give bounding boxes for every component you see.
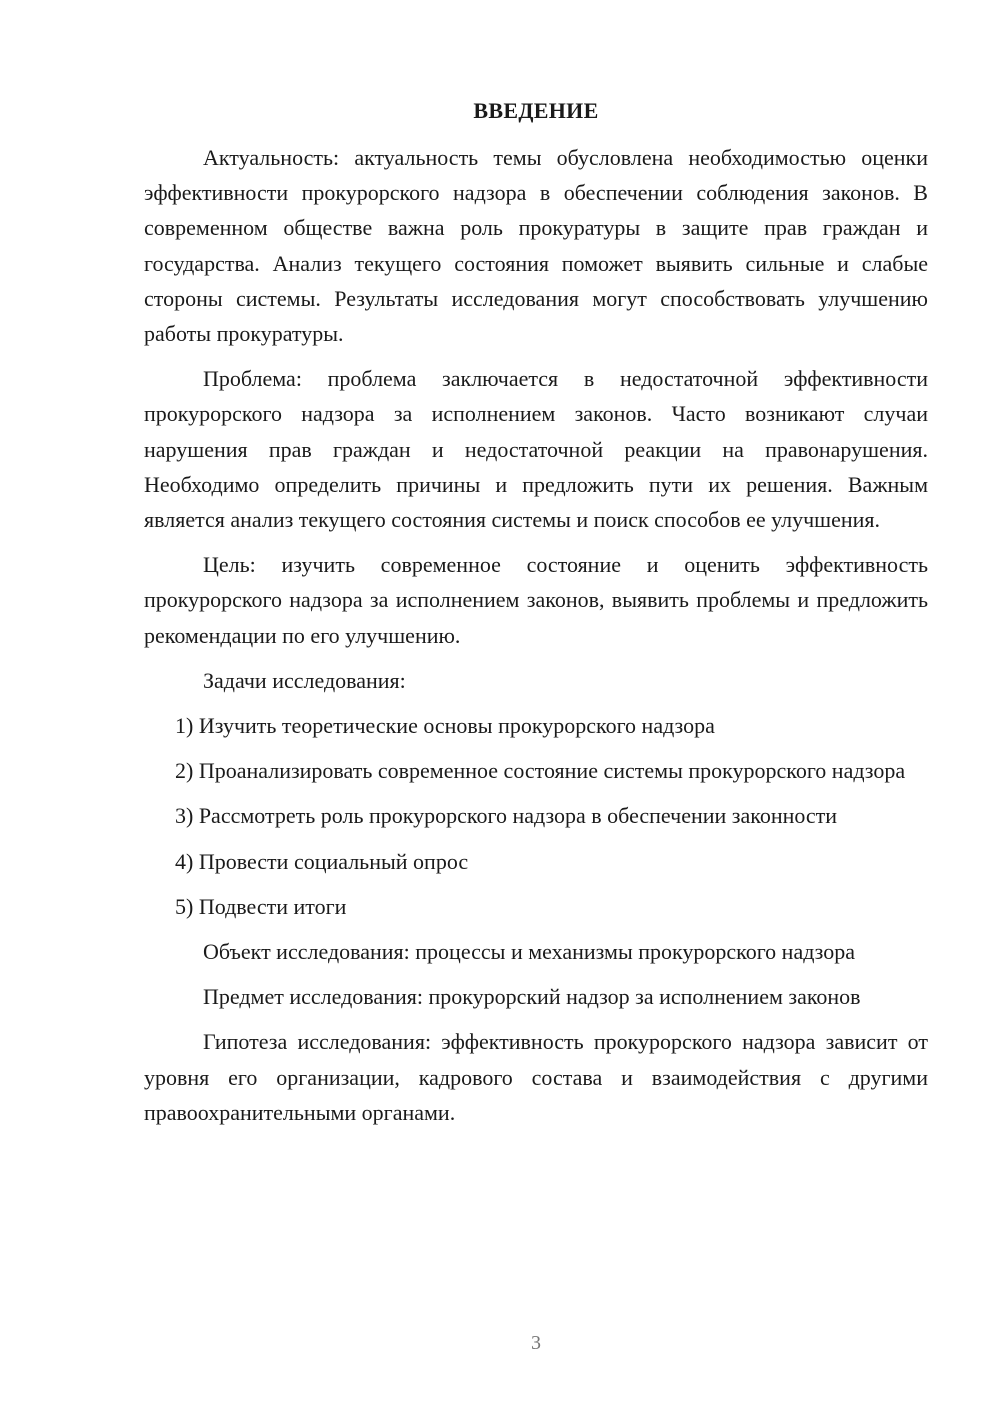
- paragraph-relevance: Актуальность: актуальность темы обусловлена необходимостью оценки эффективности прокурорского надзора в обеспечении соблюдения законов. В современном обществе важна роль прокуратуры в защите прав граждан и государства. Анализ текущего состояния поможет выявить сильные и слабые стороны системы. Результаты исследования могут способствовать улучшению работы прокуратуры.: [144, 145, 928, 347]
- page-number: 3: [531, 1332, 541, 1354]
- task-item-2: 2) Проанализировать современное состояние системы прокурорского надзора: [175, 758, 906, 784]
- paragraph-problem: Проблема: проблема заключается в недостаточной эффективности прокурорского надзора за исполнением законов. Часто возникают случаи нарушения прав граждан и недостаточной реакции на правонарушения. Необходимо определить причины и предложить пути их решения. Важным является анализ текущего состояния системы и поиск способов ее улучшения.: [144, 366, 928, 533]
- paragraph-object: Объект исследования: процессы и механизмы прокурорского надзора: [203, 939, 856, 965]
- task-item-3: 3) Рассмотреть роль прокурорского надзора в обеспечении законности: [175, 803, 838, 829]
- paragraph-subject: Предмет исследования: прокурорский надзор за исполнением законов: [203, 984, 861, 1010]
- task-item-4: 4) Провести социальный опрос: [175, 848, 469, 874]
- page-title: ВВЕДЕНИЕ: [473, 98, 599, 123]
- task-item-1: 1) Изучить теоретические основы прокурорского надзора: [175, 713, 715, 739]
- task-item-5: 5) Подвести итоги: [175, 893, 347, 919]
- paragraph-hypothesis: Гипотеза исследования: эффективность прокурорского надзора зависит от уровня его организации, кадрового состава и взаимодействия с другими правоохранительными органами.: [144, 1029, 928, 1125]
- tasks-heading: Задачи исследования:: [203, 667, 406, 693]
- document-page: [144, 96, 928, 1140]
- paragraph-goal: Цель: изучить современное состояние и оценить эффективность прокурорского надзора за исполнением законов, выявить проблемы и предложить рекомендации по его улучшению.: [144, 552, 928, 648]
